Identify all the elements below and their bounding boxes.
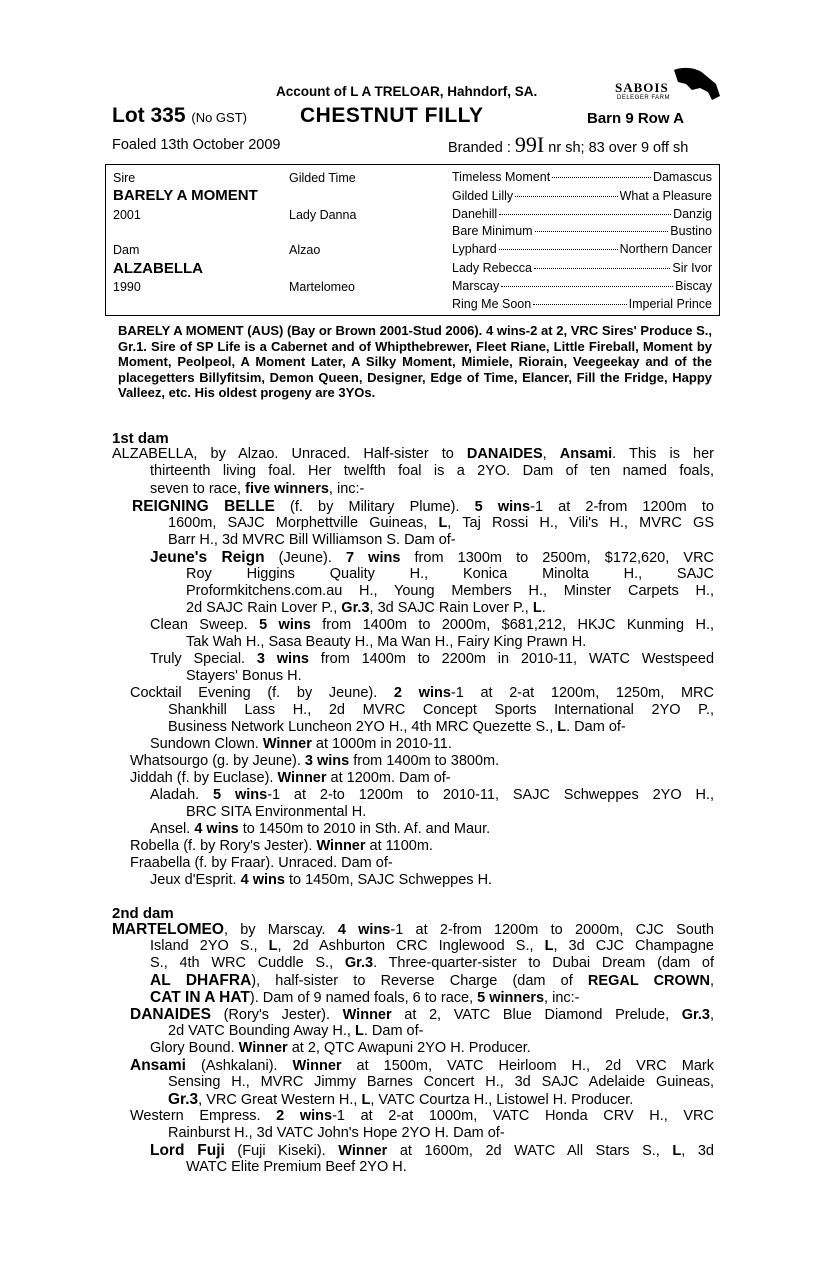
great-grandparent-row <box>452 189 712 203</box>
bold-highlight: 5 wins <box>474 499 531 515</box>
bold-highlight: MARTELOMEO <box>112 921 224 938</box>
leader-dots <box>535 231 669 232</box>
great-grandparent-sire-name: Damascus <box>652 170 712 184</box>
second-dam-heading: 2nd dam <box>112 905 174 922</box>
bold-highlight: AL DHAFRA <box>150 972 252 989</box>
leader-dots <box>515 196 617 197</box>
pedigree-text-line: seven to race, five winners, inc:- <box>150 481 365 497</box>
great-grandparent-sire-name: What a Pleasure <box>619 189 712 203</box>
logo-text: SABOIS <box>615 80 669 95</box>
great-grandparent-row <box>452 224 712 238</box>
bold-highlight: L <box>361 1092 371 1108</box>
pedigree-text-line: Business Network Luncheon 2YO H., 4th MRC Quezette S., L. Dam of- <box>168 719 626 735</box>
pedigree-text-line: Jeune's Reign (Jeune). 7 wins from 1300m to 2500m, $172,620, VRC <box>150 549 715 566</box>
bold-highlight: 5 wins <box>213 787 268 803</box>
sire-name: BARELY A MOMENT <box>113 187 258 204</box>
great-grandparent-dam-name: Lady Rebecca <box>452 261 532 275</box>
pedigree-text-line: Aladah. 5 wins-1 at 2-to 1200m to 2010-11, SAJC Schweppes 2YO H., <box>150 787 714 803</box>
pedigree-text-line: Tak Wah H., Sasa Beauty H., Ma Wan H., Fairy King Prawn H. <box>186 634 587 650</box>
great-grandparent-dam-name: Ring Me Soon <box>452 297 532 311</box>
bold-highlight: Winner <box>342 1007 392 1023</box>
pedigree-text-line: MARTELOMEO, by Marscay. 4 wins-1 at 2-from 1200m to 2000m, CJC South <box>112 921 714 938</box>
bold-highlight: 4 wins <box>194 821 239 837</box>
pedigree-text-line: Robella (f. by Rory's Jester). Winner at 1100m. <box>130 838 433 854</box>
bold-highlight: CAT IN A HAT <box>150 989 250 1006</box>
bold-highlight: L <box>532 600 542 616</box>
great-grandparent-dam-name: Bare Minimum <box>452 224 533 238</box>
branded-info: Branded : 99I nr sh; 83 over 9 off sh <box>448 132 689 157</box>
bold-highlight: 5 winners <box>477 990 545 1006</box>
leader-dots <box>533 304 626 305</box>
pedigree-table <box>105 164 720 316</box>
pedigree-text-line: DANAIDES (Rory's Jester). Winner at 2, VATC Blue Diamond Prelude, Gr.3, <box>130 1006 714 1023</box>
bold-highlight: Gr.3 <box>681 1007 710 1023</box>
first-dam-heading: 1st dam <box>112 430 169 447</box>
bold-highlight: Gr.3 <box>341 600 370 616</box>
pedigree-text-line: 2d VATC Bounding Away H., L. Dam of- <box>168 1023 424 1039</box>
great-grandparent-dam-name: Lyphard <box>452 242 497 256</box>
bold-highlight: Winner <box>338 1143 388 1159</box>
bold-highlight: L <box>268 938 278 954</box>
sire-label: Sire <box>113 171 136 185</box>
bold-highlight: DANAIDES <box>130 1006 211 1023</box>
pedigree-text-line: Island 2YO S., L, 2d Ashburton CRC Inglewood S., L, 3d CJC Champagne <box>150 938 714 954</box>
great-grandparent-row <box>452 242 712 256</box>
bold-highlight: 3 wins <box>304 753 350 769</box>
lot-title: CHESTNUT FILLY <box>300 104 484 127</box>
great-grandparent-dam-name: Gilded Lilly <box>452 189 514 203</box>
great-grandparent-dam-name: Timeless Moment <box>452 170 551 184</box>
pedigree-text-line: Jeux d'Esprit. 4 wins to 1450m, SAJC Schweppes H. <box>150 872 493 888</box>
great-grandparent-dam-name: Marscay <box>452 279 500 293</box>
pedigree-text-line: 2d SAJC Rain Lover P., Gr.3, 3d SAJC Rain Lover P., L. <box>186 600 546 616</box>
great-grandparent-sire-name: Northern Dancer <box>619 242 712 256</box>
foaled-date: Foaled 13th October 2009 <box>112 137 281 153</box>
pedigree-text-line: Sensing H., MVRC Jimmy Barnes Concert H., 3d SAJC Adelaide Guineas, <box>168 1074 714 1090</box>
dam-name: ALZABELLA <box>113 260 203 277</box>
grandsire-maternal: Alzao <box>289 243 321 257</box>
bold-highlight: Gr.3 <box>168 1091 199 1108</box>
pedigree-text-line: CAT IN A HAT). Dam of 9 named foals, 6 to race, 5 winners, inc:- <box>150 989 580 1006</box>
pedigree-text-line: 1600m, SAJC Morphettville Guineas, L, Taj Rossi H., Vili's H., MVRC GS <box>168 515 714 531</box>
pedigree-text-line: Cocktail Evening (f. by Jeune). 2 wins-1 at 2-at 1200m, 1250m, MRC <box>130 685 714 701</box>
leader-dots <box>499 214 671 215</box>
pedigree-text-line: Ansel. 4 wins to 1450m to 2010 in Sth. Af. and Maur. <box>150 821 491 837</box>
bold-highlight: 3 wins <box>256 651 309 667</box>
bold-highlight: L <box>355 1023 364 1039</box>
sire-note: BARELY A MOMENT (AUS) (Bay or Brown 2001-Stud 2006). 4 wins-2 at 2, VRC Sires' Produce S., Gr.1. Sire of SP Life is a Cabernet and of Whipthebrewer, Fleet Riane, Little Fireball, Moment by Moment, Peolpeol, A Moment Later, A Silky Moment, Mimiele, Riorain, Veegeekay and of the placegetters Billyfitsim, Demon Queen, Designer, Edge of Time, Elancer, Fill the Fridge, Happy Valleez, etc. His oldest progeny are 3YOs. <box>118 323 712 400</box>
great-grandparent-sire-name: Sir Ivor <box>672 261 712 275</box>
leader-dots <box>501 286 673 287</box>
grandsire-paternal: Gilded Time <box>289 171 356 185</box>
pedigree-text-line: thirteenth living foal. Her twelfth foal is a 2YO. Dam of ten named foals, <box>150 463 714 479</box>
dam-year: 1990 <box>113 280 141 294</box>
lot-number: Lot 335 (No GST) <box>112 104 247 127</box>
pedigree-text-line: Clean Sweep. 5 wins from 1400m to 2000m, $681,212, HKJC Kunming H., <box>150 617 715 633</box>
great-grandparent-dam-name: Danehill <box>452 207 498 221</box>
bold-highlight: Winner <box>277 770 327 786</box>
great-grandparent-sire-name: Bustino <box>670 224 712 238</box>
pedigree-text-line: Sundown Clown. Winner at 1000m in 2010-11. <box>150 736 452 752</box>
vendor-account: Account of L A TRELOAR, Hahndorf, SA. <box>276 84 538 99</box>
bold-highlight: DANAIDES <box>466 446 543 462</box>
bold-highlight: Winner <box>292 1058 342 1074</box>
bold-highlight: L <box>672 1143 682 1159</box>
bold-highlight: five winners <box>245 481 329 497</box>
bold-highlight: REGAL CROWN <box>587 973 710 989</box>
bold-highlight: L <box>438 515 448 531</box>
pedigree-text-line: Roy Higgins Quality H., Konica Minolta H., SAJC <box>186 566 714 582</box>
bold-highlight: 2 wins <box>393 685 451 701</box>
pedigree-text-line: Gr.3, VRC Great Western H., L, VATC Courtza H., Listowel H. Producer. <box>168 1091 634 1108</box>
brand-mark: 99I <box>514 132 545 157</box>
great-grandparent-row <box>452 279 712 293</box>
pedigree-text-line: ALZABELLA, by Alzao. Unraced. Half-sister to DANAIDES, Ansami. This is her <box>112 446 714 462</box>
pedigree-text-line: Whatsourgo (g. by Jeune). 3 wins from 1400m to 3800m. <box>130 753 500 769</box>
bold-highlight: REIGNING BELLE <box>132 498 275 515</box>
sire-year: 2001 <box>113 208 141 222</box>
no-gst-note: (No GST) <box>191 110 247 125</box>
bold-highlight: Jeune's Reign <box>150 549 265 566</box>
bold-highlight: L <box>557 719 567 735</box>
granddam-paternal: Lady Danna <box>289 208 357 222</box>
pedigree-text-line: Proformkitchens.com.au H., Young Members H., Minster Carpets H., <box>186 583 714 599</box>
pedigree-text-line: AL DHAFRA), half-sister to Reverse Charge (dam of REGAL CROWN, <box>150 972 714 989</box>
pedigree-text-line: Stayers' Bonus H. <box>186 668 302 684</box>
pedigree-text-line: Lord Fuji (Fuji Kiseki). Winner at 1600m, 2d WATC All Stars S., L, 3d <box>150 1142 714 1159</box>
pedigree-text-line: WATC Elite Premium Beef 2YO H. <box>186 1159 407 1175</box>
great-grandparent-row <box>452 207 712 221</box>
granddam-maternal: Martelomeo <box>289 280 355 294</box>
pedigree-text-line: Western Empress. 2 wins-1 at 2-at 1000m, VATC Honda CRV H., VRC <box>130 1108 714 1124</box>
pedigree-text-line: S., 4th WRC Cuddle S., Gr.3. Three-quarter-sister to Dubai Dream (dam of <box>150 955 714 971</box>
bold-highlight: Winner <box>262 736 312 752</box>
bold-highlight: Ansami <box>559 446 613 462</box>
pedigree-text-line: Truly Special. 3 wins from 1400m to 2200m in 2010-11, WATC Westspeed <box>150 651 715 667</box>
pedigree-text-line: Rainburst H., 3d VATC John's Hope 2YO H. Dam of- <box>168 1125 505 1141</box>
great-grandparent-sire-name: Danzig <box>673 207 712 221</box>
pedigree-text-line: Glory Bound. Winner at 2, QTC Awapuni 2YO H. Producer. <box>150 1040 531 1056</box>
pedigree-text-line: REIGNING BELLE (f. by Military Plume). 5 wins-1 at 2-from 1200m to <box>132 498 714 515</box>
pedigree-text-line: BRC SITA Environmental H. <box>186 804 367 820</box>
leader-dots <box>552 177 651 178</box>
bold-highlight: L <box>544 938 554 954</box>
pedigree-text-line: Shankhill Lass H., 2d MVRC Concept Sports International 2YO P., <box>168 702 714 718</box>
bold-highlight: Ansami <box>130 1057 186 1074</box>
leader-dots <box>534 268 670 269</box>
bold-highlight: Winner <box>238 1040 288 1056</box>
great-grandparent-sire-name: Biscay <box>675 279 712 293</box>
bold-highlight: 2 wins <box>276 1108 333 1124</box>
bold-highlight: 7 wins <box>345 550 401 566</box>
pedigree-text-line: Fraabella (f. by Fraar). Unraced. Dam of- <box>130 855 393 871</box>
logo-subtext: DELEGER FARM <box>617 95 671 101</box>
pedigree-text-line: Ansami (Ashkalani). Winner at 1500m, VATC Heirloom H., 2d VRC Mark <box>130 1057 714 1074</box>
great-grandparent-row <box>452 170 712 184</box>
dam-label: Dam <box>113 243 140 257</box>
pedigree-text-line: Barr H., 3d MVRC Bill Williamson S. Dam of- <box>168 532 456 548</box>
leader-dots <box>499 249 618 250</box>
bold-highlight: Lord Fuji <box>150 1142 225 1159</box>
great-grandparent-row <box>452 297 712 311</box>
bold-highlight: 5 wins <box>259 617 311 633</box>
great-grandparent-sire-name: Imperial Prince <box>628 297 712 311</box>
bold-highlight: 4 wins <box>337 922 391 938</box>
pedigree-text-line: Jiddah (f. by Euclase). Winner at 1200m. Dam of- <box>130 770 451 786</box>
bold-highlight: 4 wins <box>240 872 285 888</box>
bold-highlight: Gr.3 <box>344 955 374 971</box>
great-grandparent-row <box>452 261 712 275</box>
bold-highlight: Winner <box>316 838 366 854</box>
barn-location: Barn 9 Row A <box>587 110 684 127</box>
